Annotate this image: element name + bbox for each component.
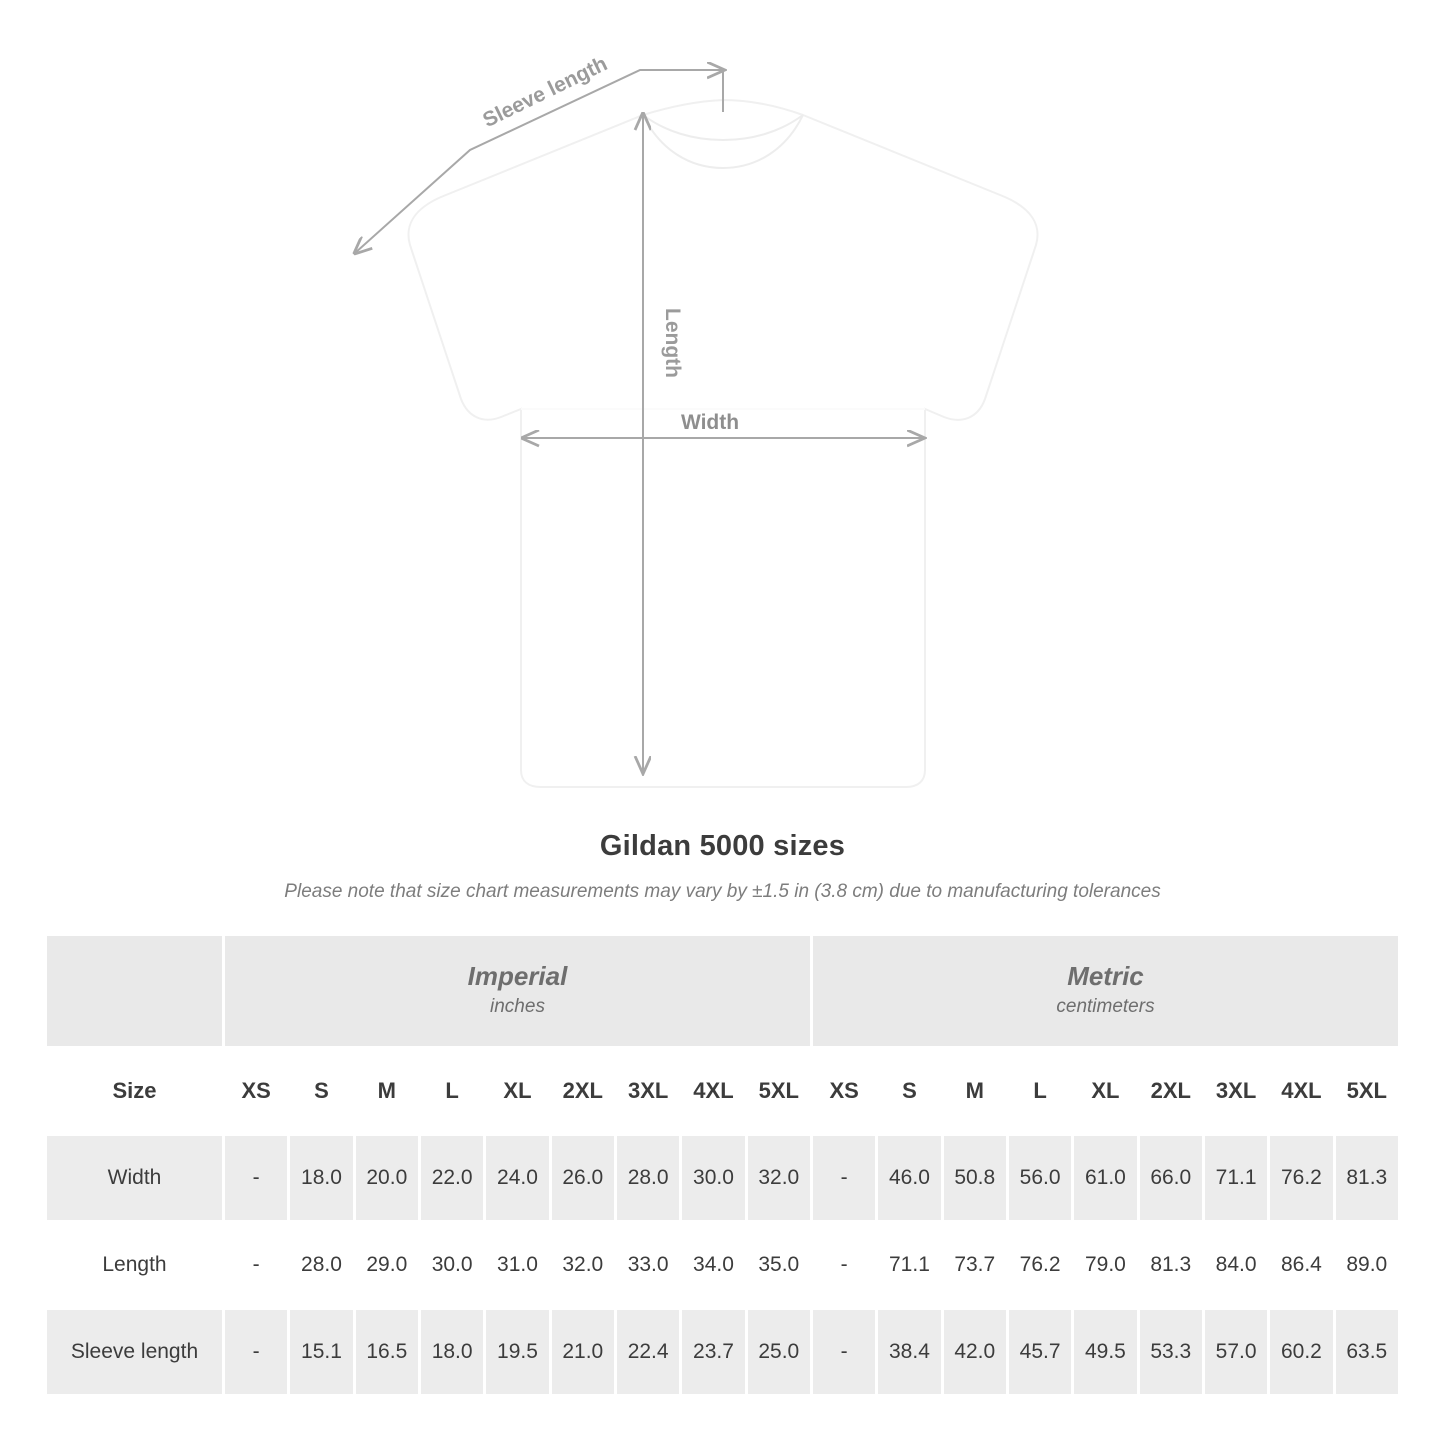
- cell-sleeve-metric-2xl: 53.3: [1138, 1309, 1203, 1396]
- title-block: [0, 830, 1445, 903]
- size-col-metric-xl: XL: [1073, 1048, 1138, 1135]
- cell-width-imperial-3xl: 28.0: [615, 1135, 680, 1222]
- cell-width-metric-xl: 61.0: [1073, 1135, 1138, 1222]
- unit-header-imperial: [224, 935, 812, 1048]
- cell-length-metric-l: 76.2: [1007, 1222, 1072, 1309]
- cell-sleeve-metric-5xl: 63.5: [1334, 1309, 1399, 1396]
- cell-length-imperial-2xl: 32.0: [550, 1222, 615, 1309]
- size-col-metric-2xl: 2XL: [1138, 1048, 1203, 1135]
- size-col-imperial-2xl: 2XL: [550, 1048, 615, 1135]
- cell-sleeve-metric-m: 42.0: [942, 1309, 1007, 1396]
- cell-length-metric-2xl: 81.3: [1138, 1222, 1203, 1309]
- cell-length-imperial-l: 30.0: [419, 1222, 484, 1309]
- cell-sleeve-metric-4xl: 60.2: [1269, 1309, 1334, 1396]
- cell-width-imperial-xl: 24.0: [485, 1135, 550, 1222]
- cell-sleeve-imperial-3xl: 22.4: [615, 1309, 680, 1396]
- size-col-metric-l: L: [1007, 1048, 1072, 1135]
- cell-length-imperial-3xl: 33.0: [615, 1222, 680, 1309]
- cell-sleeve-imperial-xs: -: [224, 1309, 289, 1396]
- cell-length-imperial-s: 28.0: [289, 1222, 354, 1309]
- unit-name-imperial: Imperial: [467, 960, 568, 991]
- size-col-imperial-m: M: [354, 1048, 419, 1135]
- size-col-imperial-3xl: 3XL: [615, 1048, 680, 1135]
- cell-length-imperial-m: 29.0: [354, 1222, 419, 1309]
- unit-sub-imperial: inches: [490, 996, 545, 1018]
- size-col-metric-m: M: [942, 1048, 1007, 1135]
- cell-sleeve-imperial-5xl: 25.0: [746, 1309, 811, 1396]
- size-col-imperial-l: L: [419, 1048, 484, 1135]
- unit-sub-metric: centimeters: [1056, 996, 1155, 1018]
- cell-width-imperial-xs: -: [224, 1135, 289, 1222]
- size-col-metric-3xl: 3XL: [1203, 1048, 1268, 1135]
- cell-width-imperial-2xl: 26.0: [550, 1135, 615, 1222]
- width-label: Width: [680, 411, 740, 434]
- cell-width-imperial-5xl: 32.0: [746, 1135, 811, 1222]
- unit-name-metric: Metric: [1067, 960, 1144, 991]
- cell-length-metric-4xl: 86.4: [1269, 1222, 1334, 1309]
- cell-length-imperial-5xl: 35.0: [746, 1222, 811, 1309]
- cell-sleeve-metric-xl: 49.5: [1073, 1309, 1138, 1396]
- row-label-length: Length: [46, 1222, 224, 1309]
- length-label: Length: [661, 308, 684, 378]
- cell-length-metric-s: 71.1: [877, 1222, 942, 1309]
- cell-width-imperial-4xl: 30.0: [681, 1135, 746, 1222]
- size-col-imperial-xl: XL: [485, 1048, 550, 1135]
- cell-length-imperial-xs: -: [224, 1222, 289, 1309]
- cell-width-metric-5xl: 81.3: [1334, 1135, 1399, 1222]
- size-col-imperial-5xl: 5XL: [746, 1048, 811, 1135]
- cell-length-imperial-xl: 31.0: [485, 1222, 550, 1309]
- cell-width-metric-xs: -: [811, 1135, 876, 1222]
- cell-sleeve-metric-s: 38.4: [877, 1309, 942, 1396]
- cell-length-metric-xs: -: [811, 1222, 876, 1309]
- cell-sleeve-metric-l: 45.7: [1007, 1309, 1072, 1396]
- cell-width-metric-3xl: 71.1: [1203, 1135, 1268, 1222]
- size-table: [44, 933, 1401, 1397]
- size-col-imperial-xs: XS: [224, 1048, 289, 1135]
- cell-sleeve-imperial-xl: 19.5: [485, 1309, 550, 1396]
- cell-width-imperial-s: 18.0: [289, 1135, 354, 1222]
- table-row-width: [46, 1135, 1400, 1222]
- size-col-metric-xs: XS: [811, 1048, 876, 1135]
- size-col-imperial-4xl: 4XL: [681, 1048, 746, 1135]
- size-col-metric-4xl: 4XL: [1269, 1048, 1334, 1135]
- row-label-sleeve-length: Sleeve length: [46, 1309, 224, 1396]
- cell-length-metric-m: 73.7: [942, 1222, 1007, 1309]
- cell-length-metric-3xl: 84.0: [1203, 1222, 1268, 1309]
- table-row-sleeve-length: [46, 1309, 1400, 1396]
- table-row-length: [46, 1222, 1400, 1309]
- cell-sleeve-imperial-s: 15.1: [289, 1309, 354, 1396]
- cell-width-metric-s: 46.0: [877, 1135, 942, 1222]
- tshirt-shape: [408, 100, 1037, 787]
- cell-sleeve-metric-3xl: 57.0: [1203, 1309, 1268, 1396]
- chart-note: Please note that size chart measurements may vary by ±1.5 in (3.8 cm) due to manufacturing tolerances: [284, 881, 1161, 902]
- cell-length-imperial-4xl: 34.0: [681, 1222, 746, 1309]
- unit-header-spacer: [46, 935, 224, 1048]
- unit-header-row: [46, 935, 1400, 1048]
- size-col-metric-s: S: [877, 1048, 942, 1135]
- cell-width-metric-l: 56.0: [1007, 1135, 1072, 1222]
- chart-title: Gildan 5000 sizes: [599, 830, 846, 862]
- size-header-row: [46, 1048, 1400, 1135]
- cell-width-metric-2xl: 66.0: [1138, 1135, 1203, 1222]
- size-col-imperial-s: S: [289, 1048, 354, 1135]
- cell-sleeve-imperial-l: 18.0: [419, 1309, 484, 1396]
- cell-width-imperial-l: 22.0: [419, 1135, 484, 1222]
- cell-width-imperial-m: 20.0: [354, 1135, 419, 1222]
- size-header-label: Size: [46, 1048, 224, 1135]
- size-col-metric-5xl: 5XL: [1334, 1048, 1399, 1135]
- cell-width-metric-m: 50.8: [942, 1135, 1007, 1222]
- unit-header-metric: [811, 935, 1399, 1048]
- sleeve-length-label: Sleeve length: [479, 52, 612, 133]
- cell-length-metric-5xl: 89.0: [1334, 1222, 1399, 1309]
- cell-width-metric-4xl: 76.2: [1269, 1135, 1334, 1222]
- row-label-width: Width: [46, 1135, 224, 1222]
- cell-length-metric-xl: 79.0: [1073, 1222, 1138, 1309]
- cell-sleeve-imperial-2xl: 21.0: [550, 1309, 615, 1396]
- cell-sleeve-imperial-m: 16.5: [354, 1309, 419, 1396]
- cell-sleeve-metric-xs: -: [811, 1309, 876, 1396]
- size-table-wrapper: [0, 933, 1445, 1397]
- cell-sleeve-imperial-4xl: 23.7: [681, 1309, 746, 1396]
